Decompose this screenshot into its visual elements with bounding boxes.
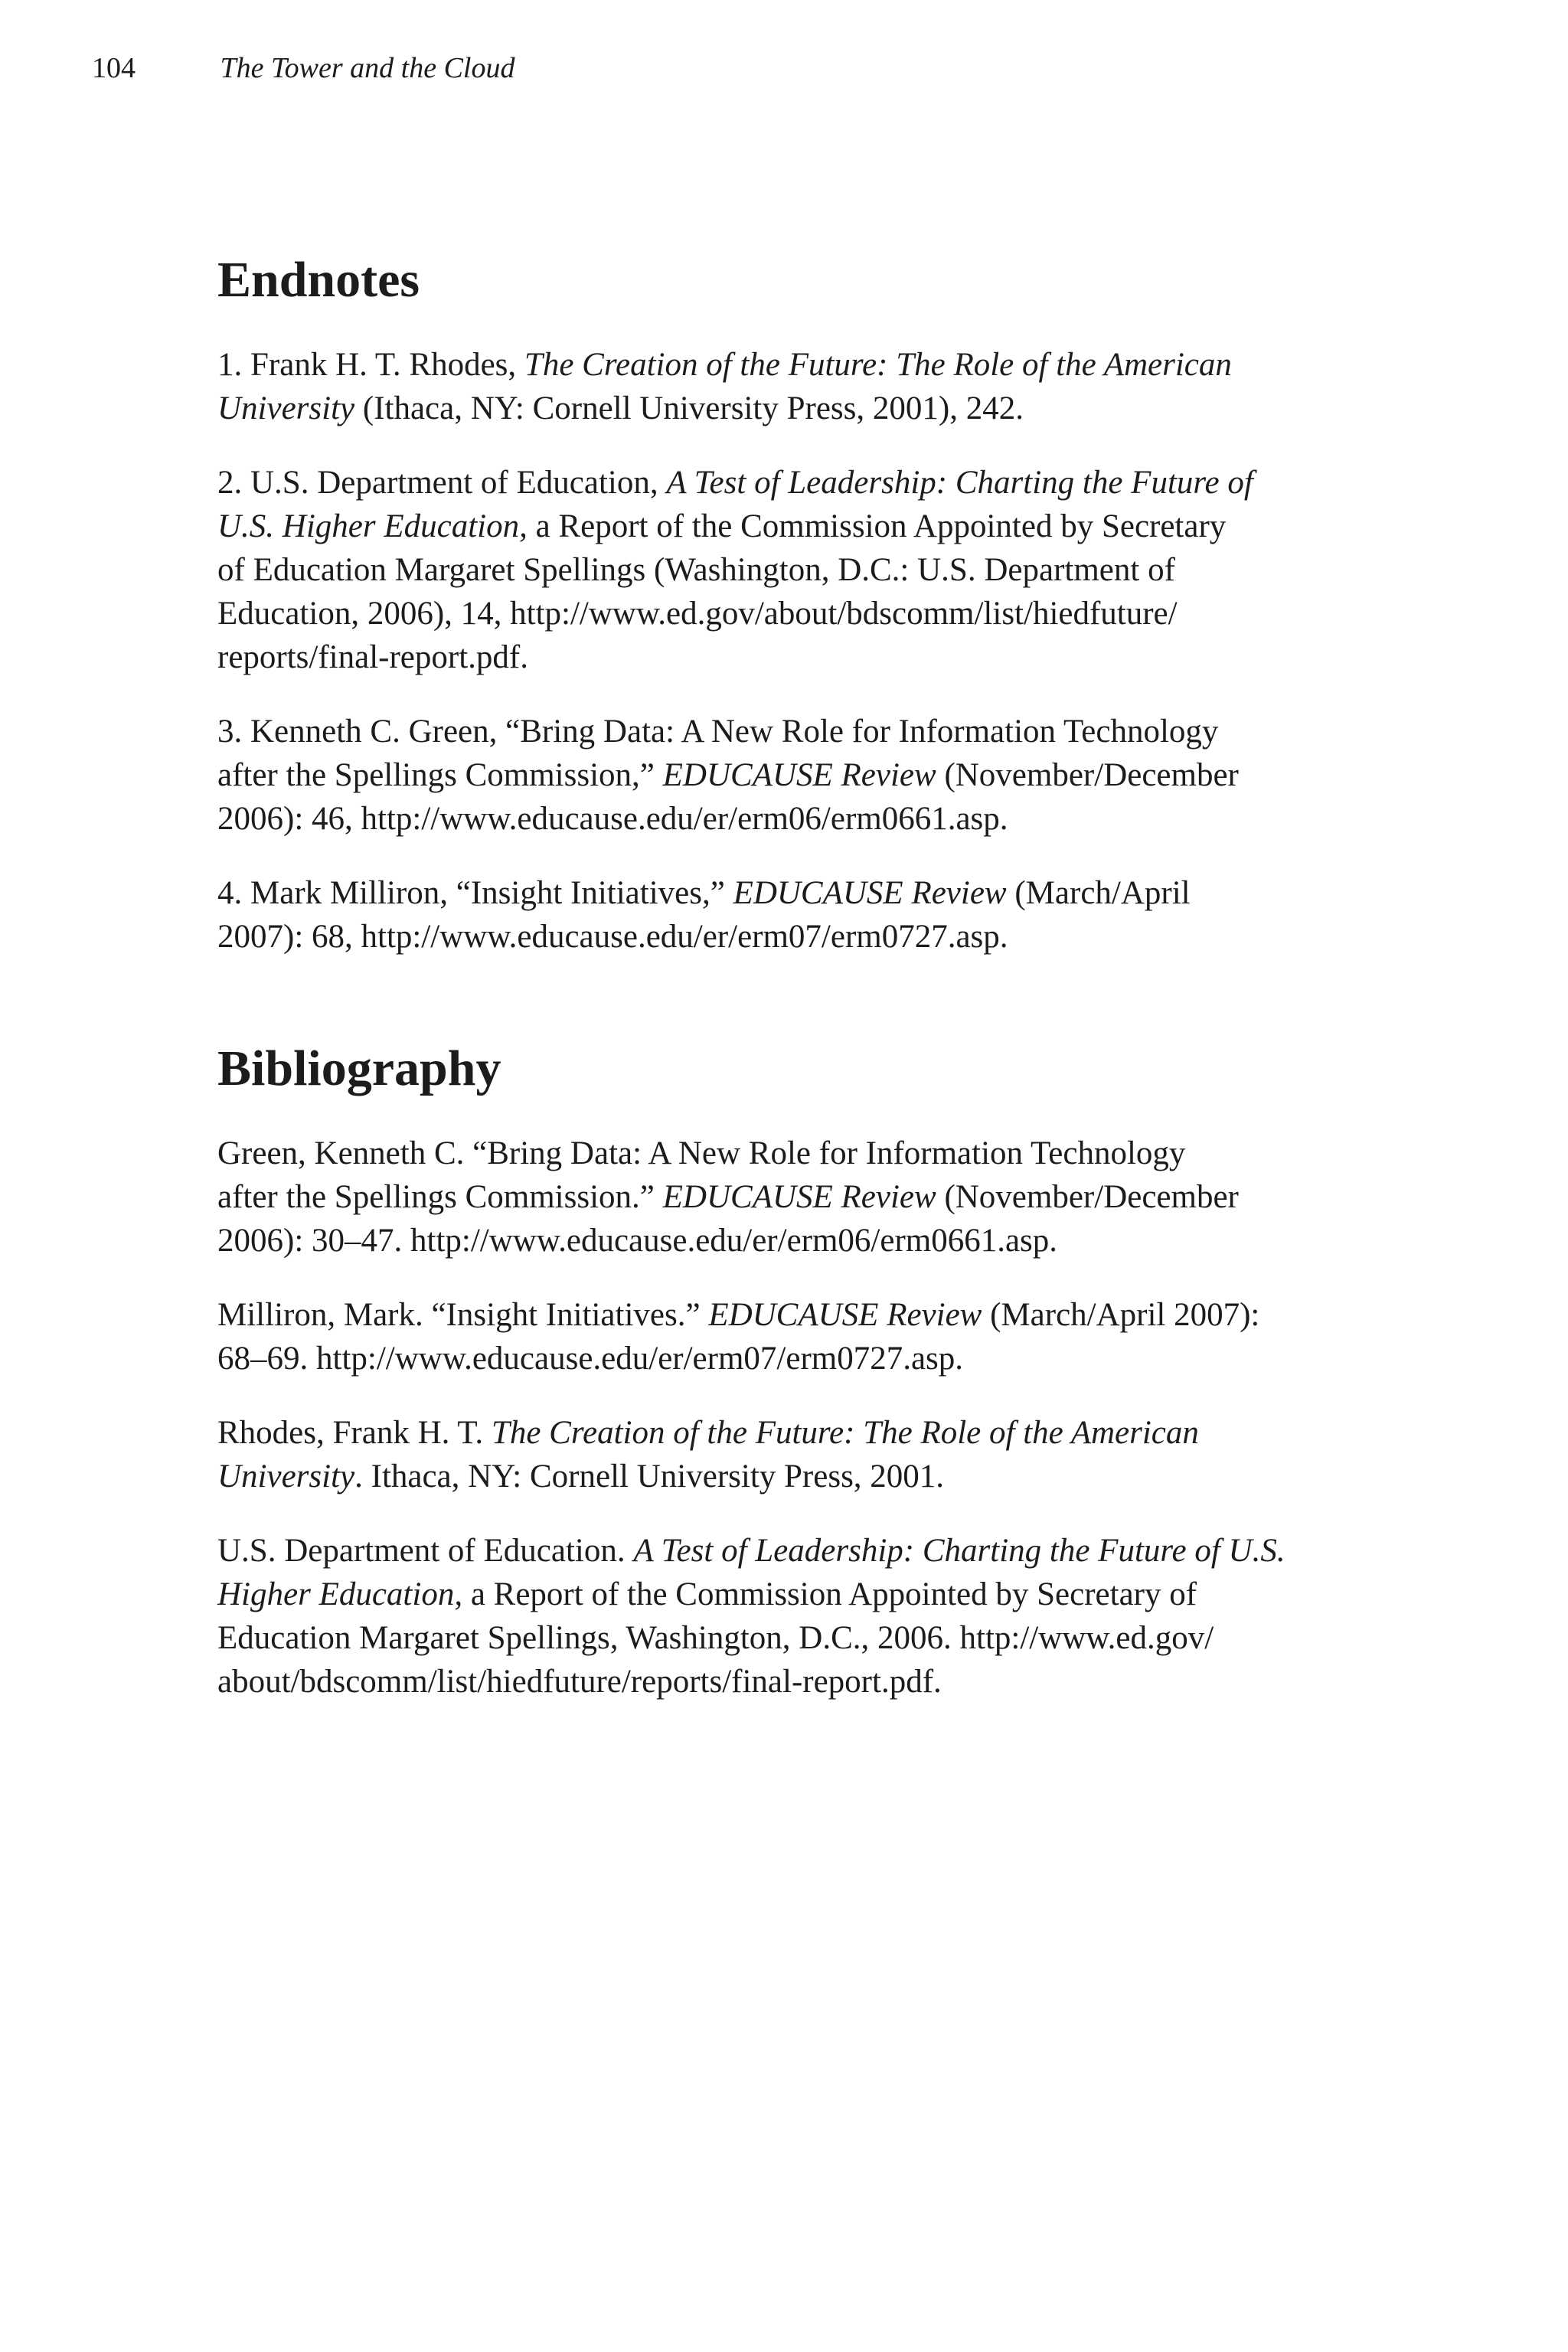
entry-text: Education Margaret Spellings, Washington, D.C., 2006. http://www.ed.gov/	[217, 1620, 1214, 1656]
endnote-item	[217, 461, 1351, 679]
entry-text: (March/April 2007):	[982, 1297, 1260, 1333]
endnotes-list	[217, 343, 1351, 959]
italic-text: Higher Education,	[217, 1576, 463, 1612]
entry-line	[217, 505, 1351, 548]
entry-text: (November/December	[936, 757, 1239, 793]
italic-text: EDUCAUSE Review	[708, 1297, 982, 1333]
entry-line	[217, 1455, 1351, 1498]
italic-text: A Test of Leadership: Charting the Future of U.S.	[633, 1533, 1285, 1569]
entry-text: a Report of the Commission Appointed by Secretary of	[462, 1576, 1197, 1612]
entry-text: 2006): 30–47. http://www.educause.edu/er/erm06/erm0661.asp.	[217, 1223, 1058, 1259]
entry-text: 68–69. http://www.educause.edu/er/erm07/erm0727.asp.	[217, 1341, 964, 1377]
book-title: The Tower and the Cloud	[220, 52, 515, 84]
entry-text: 2007): 68, http://www.educause.edu/er/erm07/erm0727.asp.	[217, 919, 1008, 955]
entry-text: a Report of the Commission Appointed by Secretary	[527, 508, 1227, 544]
entry-line	[217, 1573, 1351, 1616]
entry-line	[217, 548, 1351, 592]
bibliography-entry	[217, 1293, 1351, 1380]
entry-text: (Ithaca, NY: Cornell University Press, 2001), 242.	[354, 390, 1024, 426]
italic-text: The Creation of the Future: The Role of the American	[491, 1415, 1199, 1451]
entry-line	[217, 1337, 1351, 1380]
entry-line	[217, 1411, 1351, 1455]
italic-text: EDUCAUSE Review	[662, 757, 936, 793]
endnote-item	[217, 871, 1351, 959]
entry-text: U.S. Department of Education.	[217, 1533, 634, 1569]
entry-text: 3. Kenneth C. Green, “Bring Data: A New Role for Information Technology	[217, 714, 1219, 750]
entry-text: (November/December	[936, 1179, 1239, 1215]
endnote-item	[217, 343, 1351, 430]
entry-text: 2. U.S. Department of Education,	[217, 465, 667, 501]
entry-line	[217, 387, 1351, 430]
bibliography-entry	[217, 1132, 1351, 1263]
bibliography-heading: Bibliography	[217, 1040, 501, 1096]
entry-text: Milliron, Mark. “Insight Initiatives.”	[217, 1297, 709, 1333]
italic-text: The Creation of the Future: The Role of the American	[524, 347, 1232, 383]
entry-line	[217, 1293, 1351, 1337]
entry-text: (March/April	[1006, 875, 1191, 911]
entry-text: about/bdscomm/list/hiedfuture/reports/final-report.pdf.	[217, 1664, 942, 1700]
entry-line	[217, 1660, 1351, 1704]
running-head	[92, 51, 514, 86]
entry-text: Rhodes, Frank H. T.	[217, 1415, 492, 1451]
entry-line	[217, 343, 1351, 387]
entry-line	[217, 592, 1351, 635]
entry-line	[217, 635, 1351, 679]
entry-line	[217, 1616, 1351, 1660]
page-content	[217, 250, 1351, 1734]
entry-line	[217, 1219, 1351, 1263]
entry-text: after the Spellings Commission,”	[217, 757, 663, 793]
entry-line	[217, 1132, 1351, 1175]
entry-text: 1. Frank H. T. Rhodes,	[217, 347, 524, 383]
entry-text: Green, Kenneth C. “Bring Data: A New Role for Information Technology	[217, 1135, 1186, 1171]
endnotes-heading: Endnotes	[217, 252, 420, 308]
bibliography-entry	[217, 1529, 1351, 1704]
italic-text: University	[217, 390, 355, 426]
endnote-item	[217, 710, 1351, 841]
bibliography-entry	[217, 1411, 1351, 1498]
italic-text: EDUCAUSE Review	[733, 875, 1007, 911]
italic-text: EDUCAUSE Review	[662, 1179, 936, 1215]
entry-text: after the Spellings Commission.”	[217, 1179, 663, 1215]
italic-text: University	[217, 1459, 355, 1494]
entry-line	[217, 1529, 1351, 1573]
entry-line	[217, 915, 1351, 959]
entry-line	[217, 871, 1351, 915]
entry-text: reports/final-report.pdf.	[217, 639, 528, 675]
entry-line	[217, 1175, 1351, 1219]
entry-text: 4. Mark Milliron, “Insight Initiatives,”	[217, 875, 733, 911]
entry-line	[217, 753, 1351, 797]
italic-text: U.S. Higher Education,	[217, 508, 528, 544]
bibliography-list	[217, 1132, 1351, 1704]
entry-text: Education, 2006), 14, http://www.ed.gov/about/bdscomm/list/hiedfuture/	[217, 596, 1178, 632]
page-number: 104	[92, 52, 136, 84]
entry-line	[217, 461, 1351, 505]
entry-text: . Ithaca, NY: Cornell University Press, 2001.	[354, 1459, 945, 1494]
entry-line	[217, 797, 1351, 841]
entry-text: 2006): 46, http://www.educause.edu/er/erm06/erm0661.asp.	[217, 801, 1008, 837]
entry-text: of Education Margaret Spellings (Washington, D.C.: U.S. Department of	[217, 552, 1175, 588]
entry-line	[217, 710, 1351, 753]
italic-text: A Test of Leadership: Charting the Future of	[666, 465, 1253, 501]
